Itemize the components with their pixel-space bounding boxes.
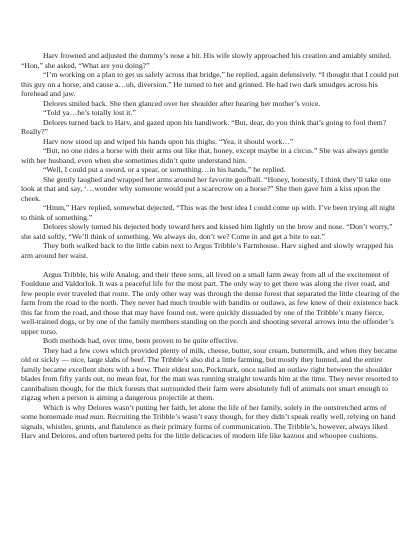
paragraph: They had a few cows which provided plenty of milk, cheese, butter, sour cream, buttermilk, and when they became old or sickly — nice, large slabs of beef. The Tribble’s also did a little farming, but mostly they hunted, and the entire family became excellent shots with a bow. Their eldest son, Pockmark, once nailed an outlaw right between the shoulder blades from fifty yards out, no mean feat, for the man was running straight towards him at the time. They never resorted to cannibalism though, for the thick forests that surrounded their farm were absolutely full of animals not smart enough to zigzag when a person is aiming a dangerous projectile at them. (21, 345, 399, 402)
paragraph-text: Recruiting the Tribble’s wasn’t easy though, for they didn’t speak really well, relying on hand signals, whistles, grunts, and flatulence as their primary forms of communication. The Tribble’s, however, always liked Harv and Delores, and often bartered pelts for the little delicacies of modern life like kazoos and whoopee cushions. (21, 412, 396, 440)
paragraph: She gently laughed and wrapped her arms around her favorite goofball. “Honey, honestly, I think they’ll take one look at that and say, ‘…wonder why someone would put a scarecrow on a horse?” She then gave him a kiss upon the cheek. (21, 174, 391, 203)
paragraph: Harv now stood up and wiped his hands upon his thighs. “Yea, it should work…” (43, 136, 294, 146)
italic-phrase: mud man. (74, 412, 106, 421)
paragraph: They both walked back to the little cabin next to Argus Tribble’s Farmhouse. Harv sighed and slowly wrapped his arm around her waist. (21, 241, 394, 260)
paragraph: “Well, I could put a sword, or a spear, or something…in his hands,” he replied. (43, 165, 286, 174)
paragraph-final (21, 403, 400, 441)
paragraph: “Told ya…he’s totally lost it.” (43, 108, 136, 117)
paragraph: Delores smiled back. She then glanced over her shoulder after hearing her mother’s voice. (43, 98, 321, 108)
paragraph: Harv frowned and adjusted the dummy’s nose a bit. His wife slowly approached his creation and amiably smiled. “Hon,” she asked, “What are you doing?” (21, 51, 392, 70)
paragraph-text: Which is why Delores wasn’t putting her faith, let alone the life of her family, solely in the outstretched arms of some homemade (21, 402, 387, 421)
paragraph: Delores slowly turned his dejected body toward hers and kissed him lightly on the brow and nose. “Don’t worry,” she said softly, “We’ll think of something. We always do, don’t we? Come in and get a bite to eat.” (21, 222, 393, 241)
paragraph: “Hmm,” Harv replied, somewhat dejected, “This was the best idea I could come up with. I’ve been trying all night to think of something.” (21, 203, 396, 222)
paragraph: “I’m working on a plan to get us safely across that bridge,” he replied, again defensively. “I thought that I could put this guy on a horse, and cause a…uh, diversion.” He turned to her and grinned. He had two dark smudges across his forehead and jaw. (21, 70, 399, 98)
paragraph: Both methods had, over time, been proven to be quite effective. (43, 336, 239, 345)
paragraph: Delores turned back to Harv, and gazed upon his handiwork. “But, dear, do you think that’s going to fool them? Really?” (21, 117, 387, 136)
paragraph: “But, no one rides a horse with their arms out like that, honey, except maybe in a circus.” She was always gentle with her husband, even when she sometimes didn’t quite understand him. (21, 146, 389, 165)
paragraph: Argus Tribble, his wife Analog, and their three sons, all lived on a small farm away from all of the excitement of Fouldune and Valdorlok. It was a peaceful life for the most part. The only way to get there was along the river road, and few people ever traveled that route. The only other way was through the dense forest that separated the little clearing of the farm from the road to the north. They never had much trouble with bandits or outlaws, as few knew of their existence back this far from the road, and those that may have found out, were quickly dissuaded by one of the Tribble’s many fierce, well-trained dogs, or by one of the family members standing on the porch and shooting several arrows into the offender’s upper torso. (21, 269, 400, 336)
